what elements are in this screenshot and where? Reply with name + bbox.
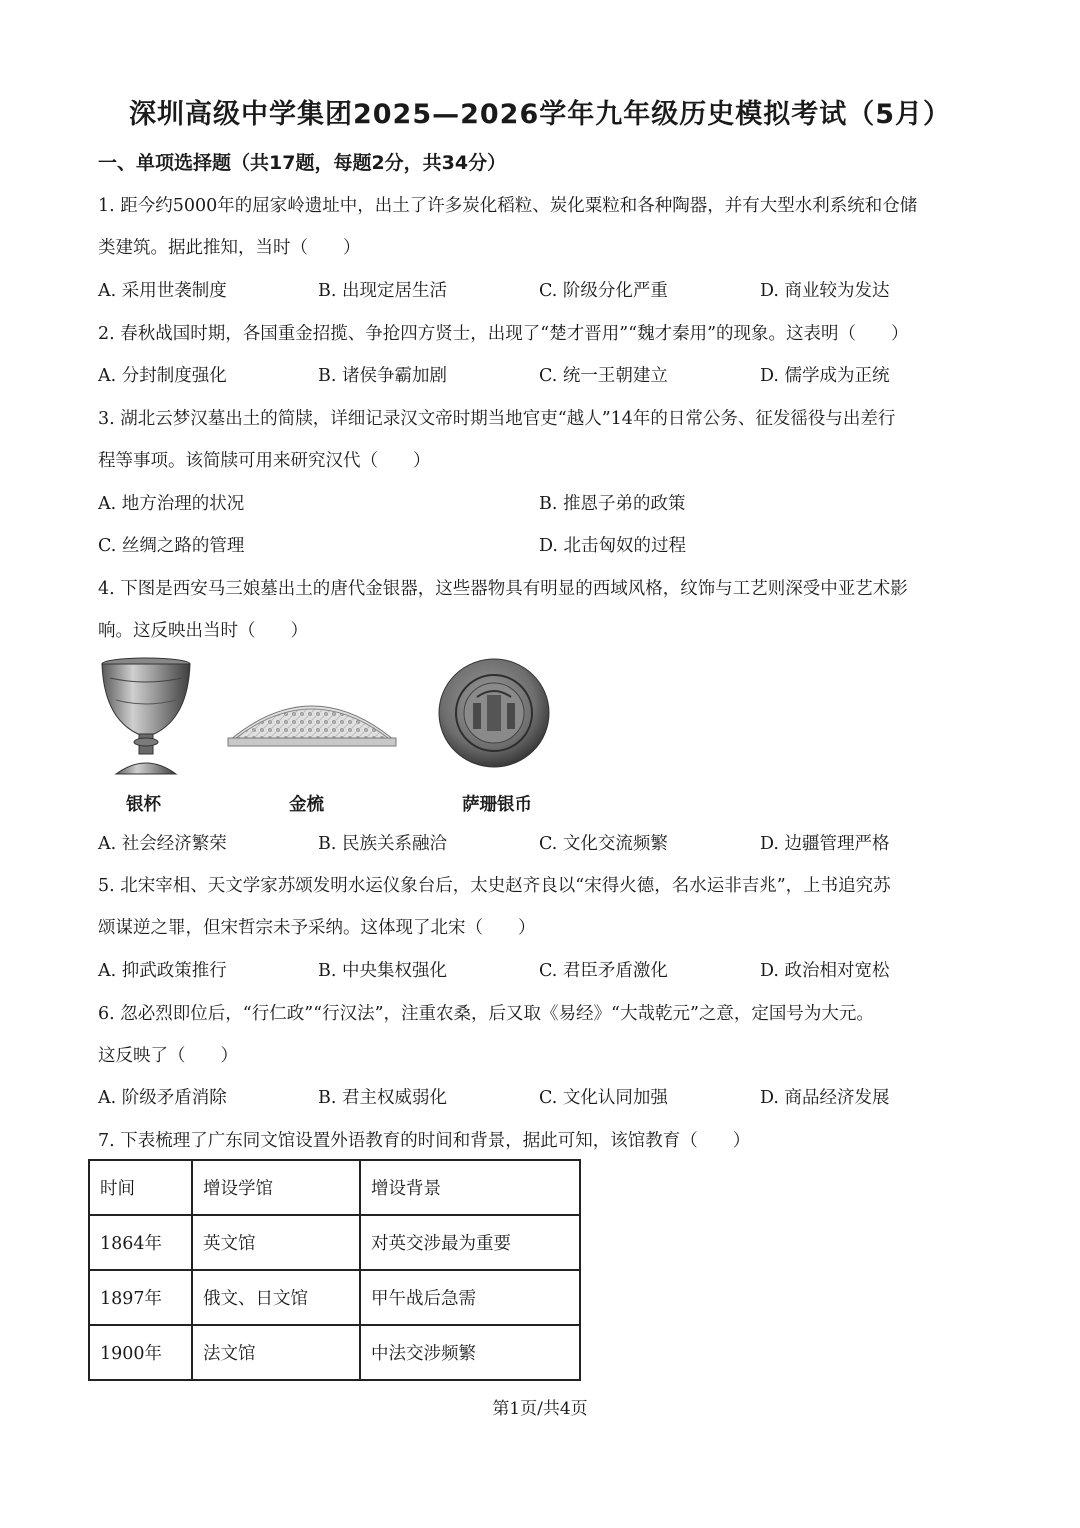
- page-footer: 第1页/共4页: [492, 1399, 588, 1419]
- q2-stem-line1: 2. 春秋战国时期，各国重金招揽、争抢四方贤士，出现了“楚才晋用”“魏才秦用”的现象。这表明（ ）: [98, 324, 909, 344]
- table-cell: 1864年: [89, 1215, 192, 1270]
- q1-option-b: B. 出现定居生活: [318, 281, 447, 301]
- q1-stem-line2: 类建筑。据此推知，当时（ ）: [98, 238, 361, 258]
- table-header-cell: 时间: [89, 1160, 192, 1215]
- q3-option-a: A. 地方治理的状况: [98, 494, 245, 514]
- q4-option-b: B. 民族关系融洽: [318, 834, 447, 854]
- table-row: [89, 1215, 580, 1270]
- section-heading: 一、单项选择题（共17题，每题2分，共34分）: [98, 152, 507, 174]
- q3-option-c: C. 丝绸之路的管理: [98, 536, 245, 556]
- q1-option-d: D. 商业较为发达: [760, 281, 890, 301]
- q4-option-d: D. 边疆管理严格: [760, 834, 890, 854]
- q5-option-a: A. 抑武政策推行: [98, 961, 227, 981]
- q7-stem-line1: 7. 下表梳理了广东同文馆设置外语教育的时间和背景，据此可知，该馆教育（ ）: [98, 1131, 751, 1151]
- q3-stem-line2: 程等事项。该简牍可用来研究汉代（ ）: [98, 451, 431, 471]
- q2-option-c: C. 统一王朝建立: [539, 366, 668, 386]
- sasanian-coin-image: [437, 657, 551, 769]
- table-row: [89, 1270, 580, 1325]
- q4-option-a: A. 社会经济繁荣: [98, 834, 227, 854]
- q5-stem-line2: 颂谋逆之罪，但宋哲宗未予采纳。这体现了北宋（ ）: [98, 918, 536, 938]
- table-header-cell: 增设背景: [360, 1160, 580, 1215]
- table-cell: 1900年: [89, 1325, 192, 1380]
- q3-option-b: B. 推恩子弟的政策: [539, 494, 686, 514]
- q6-option-d: D. 商品经济发展: [760, 1088, 890, 1108]
- q4-stem-line1: 4. 下图是西安马三娘墓出土的唐代金银器，这些器物具有明显的西域风格，纹饰与工艺则深受中亚艺术影: [98, 579, 908, 599]
- sasanian-coin-caption: 萨珊银币: [462, 795, 532, 815]
- q3-stem-line1: 3. 湖北云梦汉墓出土的简牍，详细记录汉文帝时期当地官吏“越人”14年的日常公务、征发徭役与出差行: [98, 409, 896, 429]
- golden-comb-caption: 金梳: [289, 795, 324, 815]
- q6-option-b: B. 君主权威弱化: [318, 1088, 447, 1108]
- silver-cup-image: [98, 656, 194, 778]
- q2-option-b: B. 诸侯争霸加剧: [318, 366, 447, 386]
- q4-stem-line2: 响。这反映出当时（ ）: [98, 621, 308, 641]
- q5-option-c: C. 君臣矛盾激化: [539, 961, 668, 981]
- q3-option-d: D. 北击匈奴的过程: [539, 536, 687, 556]
- q2-option-d: D. 儒学成为正统: [760, 366, 890, 386]
- table-cell: 1897年: [89, 1270, 192, 1325]
- table-header-row: [89, 1160, 580, 1215]
- table-cell: 甲午战后急需: [360, 1270, 580, 1325]
- q5-stem-line1: 5. 北宋宰相、天文学家苏颂发明水运仪象台后，太史赵齐良以“宋得火德，名水运非吉兆”，上书追究苏: [98, 876, 891, 896]
- silver-cup-caption: 银杯: [126, 795, 161, 815]
- q6-option-a: A. 阶级矛盾消除: [98, 1088, 227, 1108]
- q5-option-b: B. 中央集权强化: [318, 961, 447, 981]
- q1-stem-line1: 1. 距今约5000年的屈家岭遗址中，出土了许多炭化稻粒、炭化粟粒和各种陶器，并有大型水利系统和仓储: [98, 196, 918, 216]
- q2-option-a: A. 分封制度强化: [98, 366, 227, 386]
- q4-option-c: C. 文化交流频繁: [539, 834, 668, 854]
- q1-option-a: A. 采用世袭制度: [98, 281, 227, 301]
- table-cell: 俄文、日文馆: [192, 1270, 360, 1325]
- foreign-language-school-table: [88, 1159, 581, 1381]
- q6-stem-line2: 这反映了（ ）: [98, 1046, 238, 1066]
- q5-option-d: D. 政治相对宽松: [760, 961, 890, 981]
- table-header-cell: 增设学馆: [192, 1160, 360, 1215]
- table-cell: 英文馆: [192, 1215, 360, 1270]
- table-cell: 法文馆: [192, 1325, 360, 1380]
- exam-title: 深圳高级中学集团2025—2026学年九年级历史模拟考试（5月）: [128, 99, 952, 130]
- table-row: [89, 1325, 580, 1380]
- q1-option-c: C. 阶级分化严重: [539, 281, 668, 301]
- table-cell: 对英交涉最为重要: [360, 1215, 580, 1270]
- golden-comb-image: [226, 686, 398, 750]
- q6-option-c: C. 文化认同加强: [539, 1088, 668, 1108]
- q6-stem-line1: 6. 忽必烈即位后，“行仁政”“行汉法”，注重农桑，后又取《易经》“大哉乾元”之意，定国号为大元。: [98, 1004, 874, 1024]
- table-cell: 中法交涉频繁: [360, 1325, 580, 1380]
